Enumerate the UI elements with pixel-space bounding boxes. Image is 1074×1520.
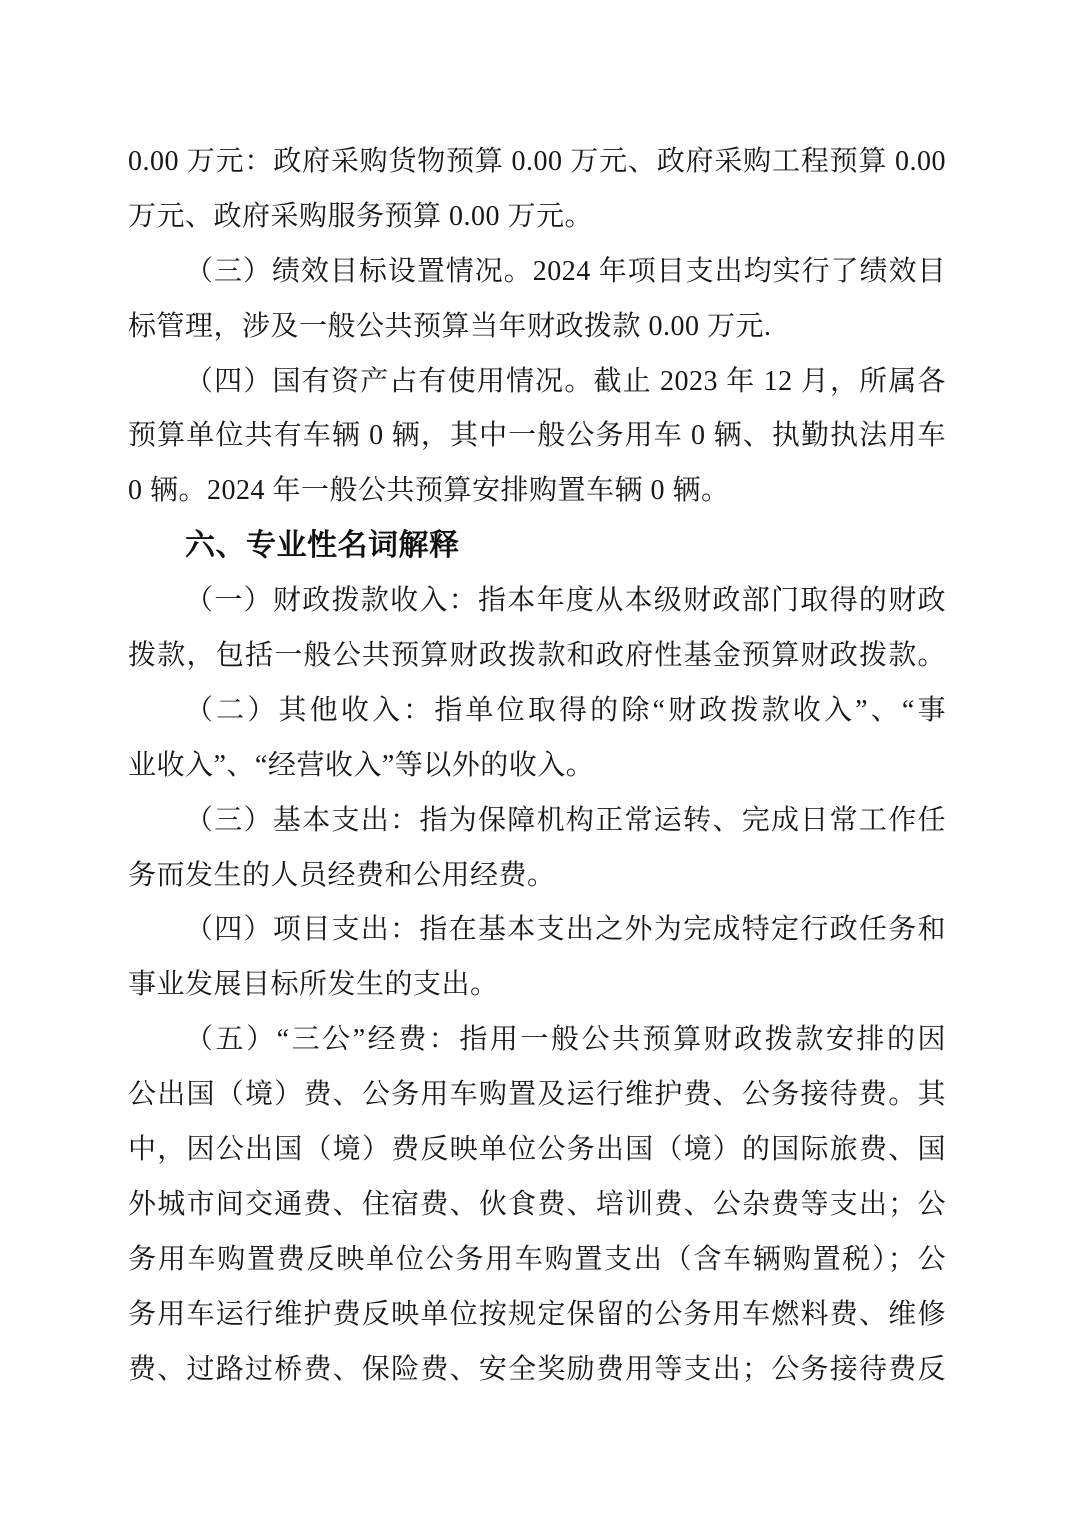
- section-heading: 六、专业性名词解释: [185, 529, 460, 563]
- body-line: （三）绩效目标设置情况。2024 年项目支出均实行了绩效目: [185, 255, 946, 287]
- body-line: 标管理，涉及一般公共预算当年财政拨款 0.00 万元.: [128, 310, 772, 342]
- body-line: 0 辆。2024 年一般公共预算安排购置车辆 0 辆。: [128, 475, 730, 507]
- body-line: （四）国有资产占有使用情况。截止 2023 年 12 月，所属各: [185, 365, 946, 397]
- body-line: 拨款，包括一般公共预算财政拨款和政府性基金预算财政拨款。: [128, 640, 946, 672]
- body-line: 业收入”、“经营收入”等以外的收入。: [128, 749, 595, 781]
- body-line: 公出国（境）费、公务用车购置及运行维护费、公务接待费。其: [128, 1079, 946, 1111]
- body-line: （五）“三公”经费：指用一般公共预算财政拨款安排的因: [185, 1024, 946, 1056]
- body-line: 务用车运行维护费反映单位按规定保留的公务用车燃料费、维修: [128, 1298, 946, 1330]
- body-line: 中，因公出国（境）费反映单位公务出国（境）的国际旅费、国: [128, 1134, 946, 1166]
- body-line: 万元、政府采购服务预算 0.00 万元。: [128, 200, 594, 232]
- body-line: 费、过路过桥费、保险费、安全奖励费用等支出；公务接待费反: [128, 1353, 946, 1385]
- text-block: [128, 135, 946, 1397]
- body-line: 务用车购置费反映单位公务用车购置支出（含车辆购置税）；公: [128, 1243, 946, 1275]
- body-line: （一）财政拨款收入：指本年度从本级财政部门取得的财政: [185, 585, 946, 617]
- body-line: 外城市间交通费、住宿费、伙食费、培训费、公杂费等支出；公: [128, 1188, 946, 1220]
- body-line: 预算单位共有车辆 0 辆，其中一般公务用车 0 辆、执勤执法用车: [128, 420, 946, 452]
- body-line: 务而发生的人员经费和公用经费。: [128, 859, 556, 891]
- body-line: 事业发展目标所发生的支出。: [128, 969, 499, 1001]
- body-line: （二）其他收入：指单位取得的除“财政拨款收入”、“事: [185, 694, 946, 726]
- body-line: （四）项目支出：指在基本支出之外为完成特定行政任务和: [185, 914, 946, 946]
- body-line: （三）基本支出：指为保障机构正常运转、完成日常工作任: [185, 804, 946, 836]
- body-line: 0.00 万元：政府采购货物预算 0.00 万元、政府采购工程预算 0.00: [128, 146, 946, 177]
